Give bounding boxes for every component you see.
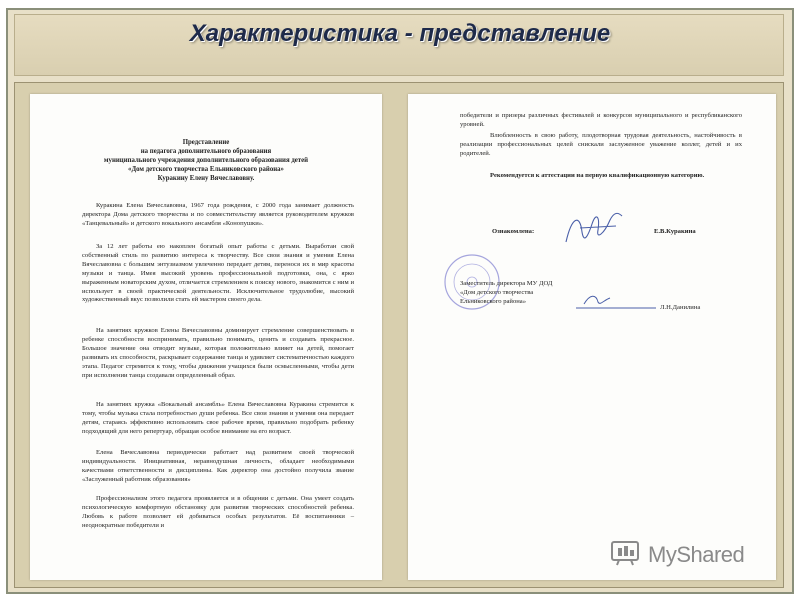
acknowledged-label: Ознакомлена: (492, 228, 535, 235)
paragraph: победители и призеры различных фестивалей и конкурсов муниципального и республиканского уровней. (460, 112, 742, 128)
deputy-line: «Дом детского творчества (460, 288, 534, 296)
heading-line: на педагога дополнительного образования (140, 148, 272, 155)
paragraph: На занятиях кружков Елены Вячеславовны доминирует стремление совершенствовать в ребенке способности воспринимать, правильно понимать, ценить и создавать прекрасное. Большое значение она отводит музыке, которая положительно влияет на детей, помогает развивать их способности, раскрывает содержание танца и удивляет систематичностью каждого этапа. Педагог стремится к тому, чтобы движения учащихся были осмысленными, чтобы дети при исполнении танца создавали определенный образ. (82, 327, 354, 379)
deputy-name: Л.Н.Данилина (660, 304, 701, 311)
paragraph: За 12 лет работы ею накоплен богатый опыт работы с детьми. Выработан свой собственный стиль по развитию интереса к творчеству. Все свои знания и умения Елена Вячеславовна с большим энтузиазмом увлеченно передает детям, перенося их в мир красоты музыки и танца. Имея высокий уровень профессиональной подготовки, она, с ярко выраженным новаторским духом, отличается стремлением к поиску нового, знакомится с ним и использует в своей практической деятельности. Исключительное трудолюбие, высокий художественный вкус позволили стать ей мастером своего дела. (82, 243, 354, 304)
myshared-logo: MyShared (648, 542, 745, 567)
heading-line: «Дом детского творчества Ельниковского района» (128, 166, 284, 173)
heading-line: Куракину Елену Вячеславовну. (157, 175, 255, 182)
document-page-right (408, 94, 776, 580)
document-heading (70, 138, 342, 183)
myshared-logo-icon (610, 538, 640, 566)
deputy-line: Ельниковского района» (460, 297, 527, 305)
recommendation: Рекомендуется к аттестации на первую квалификационную категорию. (490, 172, 705, 179)
paragraph: Профессионализм этого педагога проявляется и в общении с детьми. Она умеет создать психологическую комфортную обстановку для развития творческих способностей ребенка. Любовь к работе позволяет ей добиваться особых результатов. Её воспитанники – неоднократные победители и (82, 495, 354, 529)
signature-kurakina (560, 206, 630, 250)
paragraph: Влюбленность в свою работу, плодотворная трудовая деятельность, настойчивость в реализации профессиональных целей снискали заслуженное уважение коллег, детей и их родителей. (460, 132, 742, 157)
acknowledged-name: Е.В.Куракина (654, 228, 696, 235)
slide-title: Характеристика - представление (189, 20, 611, 47)
heading-line: Представление (182, 139, 230, 146)
heading-line: муниципального учреждения дополнительного образования детей (103, 157, 309, 164)
document-page-left (30, 94, 382, 580)
paragraph: Куракина Елена Вячеславовна, 1967 года рождения, с 2000 года занимает должность директора Дома детского творчества и по совместительству является руководителем кружков «Танцевальный» и детского вокального ансамбля «Конопушки». (82, 202, 354, 227)
signature-danilina (574, 290, 658, 312)
deputy-line: Заместитель директора МУ ДОД (460, 280, 553, 287)
paragraph: Елена Вячеславовна периодически работает над развитием своей творческой индивидуальности. Инициативная, неравнодушная личность, обладает необходимыми качествами ответственности и дисциплины. Как директор она достойно получила звание «Заслуженный работник образования» (82, 449, 354, 483)
paragraph: На занятиях кружка «Вокальный ансамбль» Елена Вячеславовна Куракина стремится к тому, чтобы музыка стала потребностью души ребенка. Все свои знания и умения она передает детям, стараясь эффективно использовать свое рабочее время, правильно подобрать ребенку подходящий для него репертуар, обращая особое внимание на его возраст. (82, 401, 354, 435)
